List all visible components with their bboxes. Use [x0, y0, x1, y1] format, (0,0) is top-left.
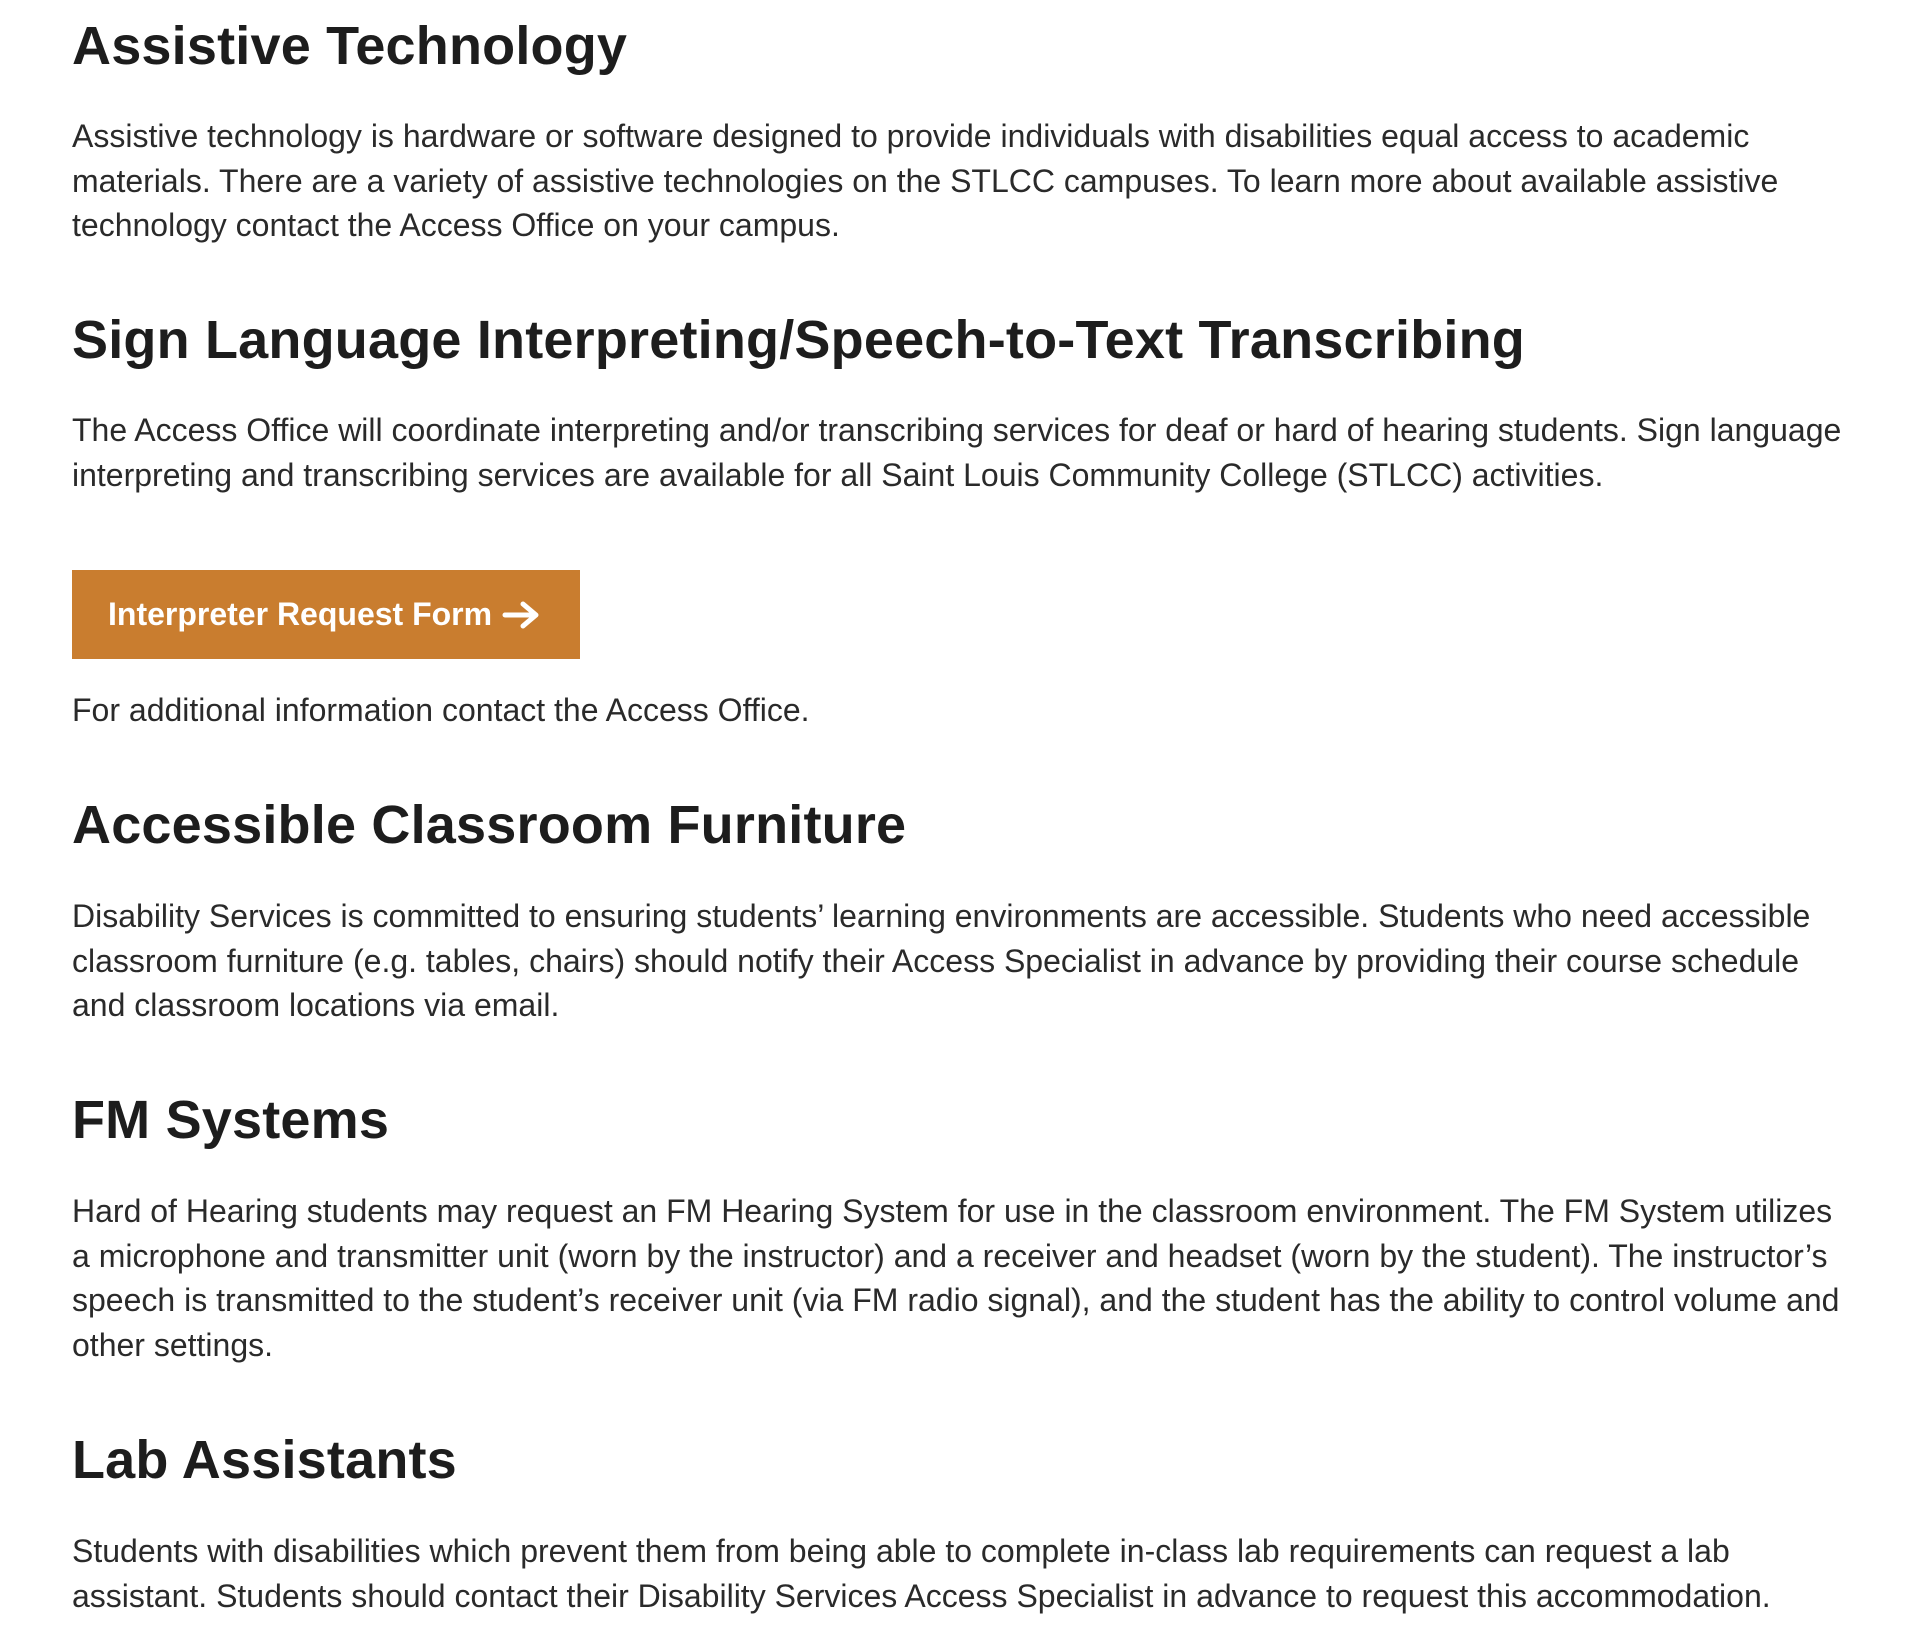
arrow-right-icon	[502, 599, 542, 631]
section-heading-accessible-furniture: Accessible Classroom Furniture	[72, 795, 907, 855]
sign-language-note: For additional information contact the Access Office.	[72, 692, 810, 728]
section-heading-assistive-technology: Assistive Technology	[72, 16, 628, 76]
section-heading-lab-assistants: Lab Assistants	[72, 1430, 457, 1490]
section-body-lab-assistants: Students with disabilities which prevent them from being able to complete in-class lab requirements can request a lab assistant. Students should contact their Disability Services Access Specialist in advance to request this accommodation.	[72, 1533, 1771, 1614]
section-heading-fm-systems: FM Systems	[72, 1090, 390, 1150]
section-body-fm-systems: Hard of Hearing students may request an FM Hearing System for use in the classroom environment. The FM System utilizes a microphone and transmitter unit (worn by the instructor) and a receiver and headset (worn by the student). The instructor’s speech is transmitted to the student’s receiver unit (via FM radio signal), and the student has the ability to control volume and other settings.	[72, 1193, 1840, 1363]
section-body-accessible-furniture: Disability Services is committed to ensuring students’ learning environments are accessible. Students who need accessible classroom furniture (e.g. tables, chairs) should notify their Access Specialist in advance by providing their course schedule and classroom locations via email.	[72, 898, 1811, 1023]
interpreter-request-form-button[interactable]	[72, 570, 580, 659]
section-body-assistive-technology: Assistive technology is hardware or software designed to provide individuals with disabilities equal access to academic materials. There are a variety of assistive technologies on the STLCC campuses. To learn more about available assistive technology contact the Access Office on your campus.	[72, 118, 1779, 243]
interpreter-request-form-label: Interpreter Request Form	[108, 596, 493, 632]
section-body-sign-language: The Access Office will coordinate interpreting and/or transcribing services for deaf or hard of hearing students. Sign language interpreting and transcribing services are available for all Saint Louis Community College (STLCC) activities.	[72, 412, 1842, 493]
section-heading-sign-language: Sign Language Interpreting/Speech-to-Text Transcribing	[72, 310, 1525, 370]
